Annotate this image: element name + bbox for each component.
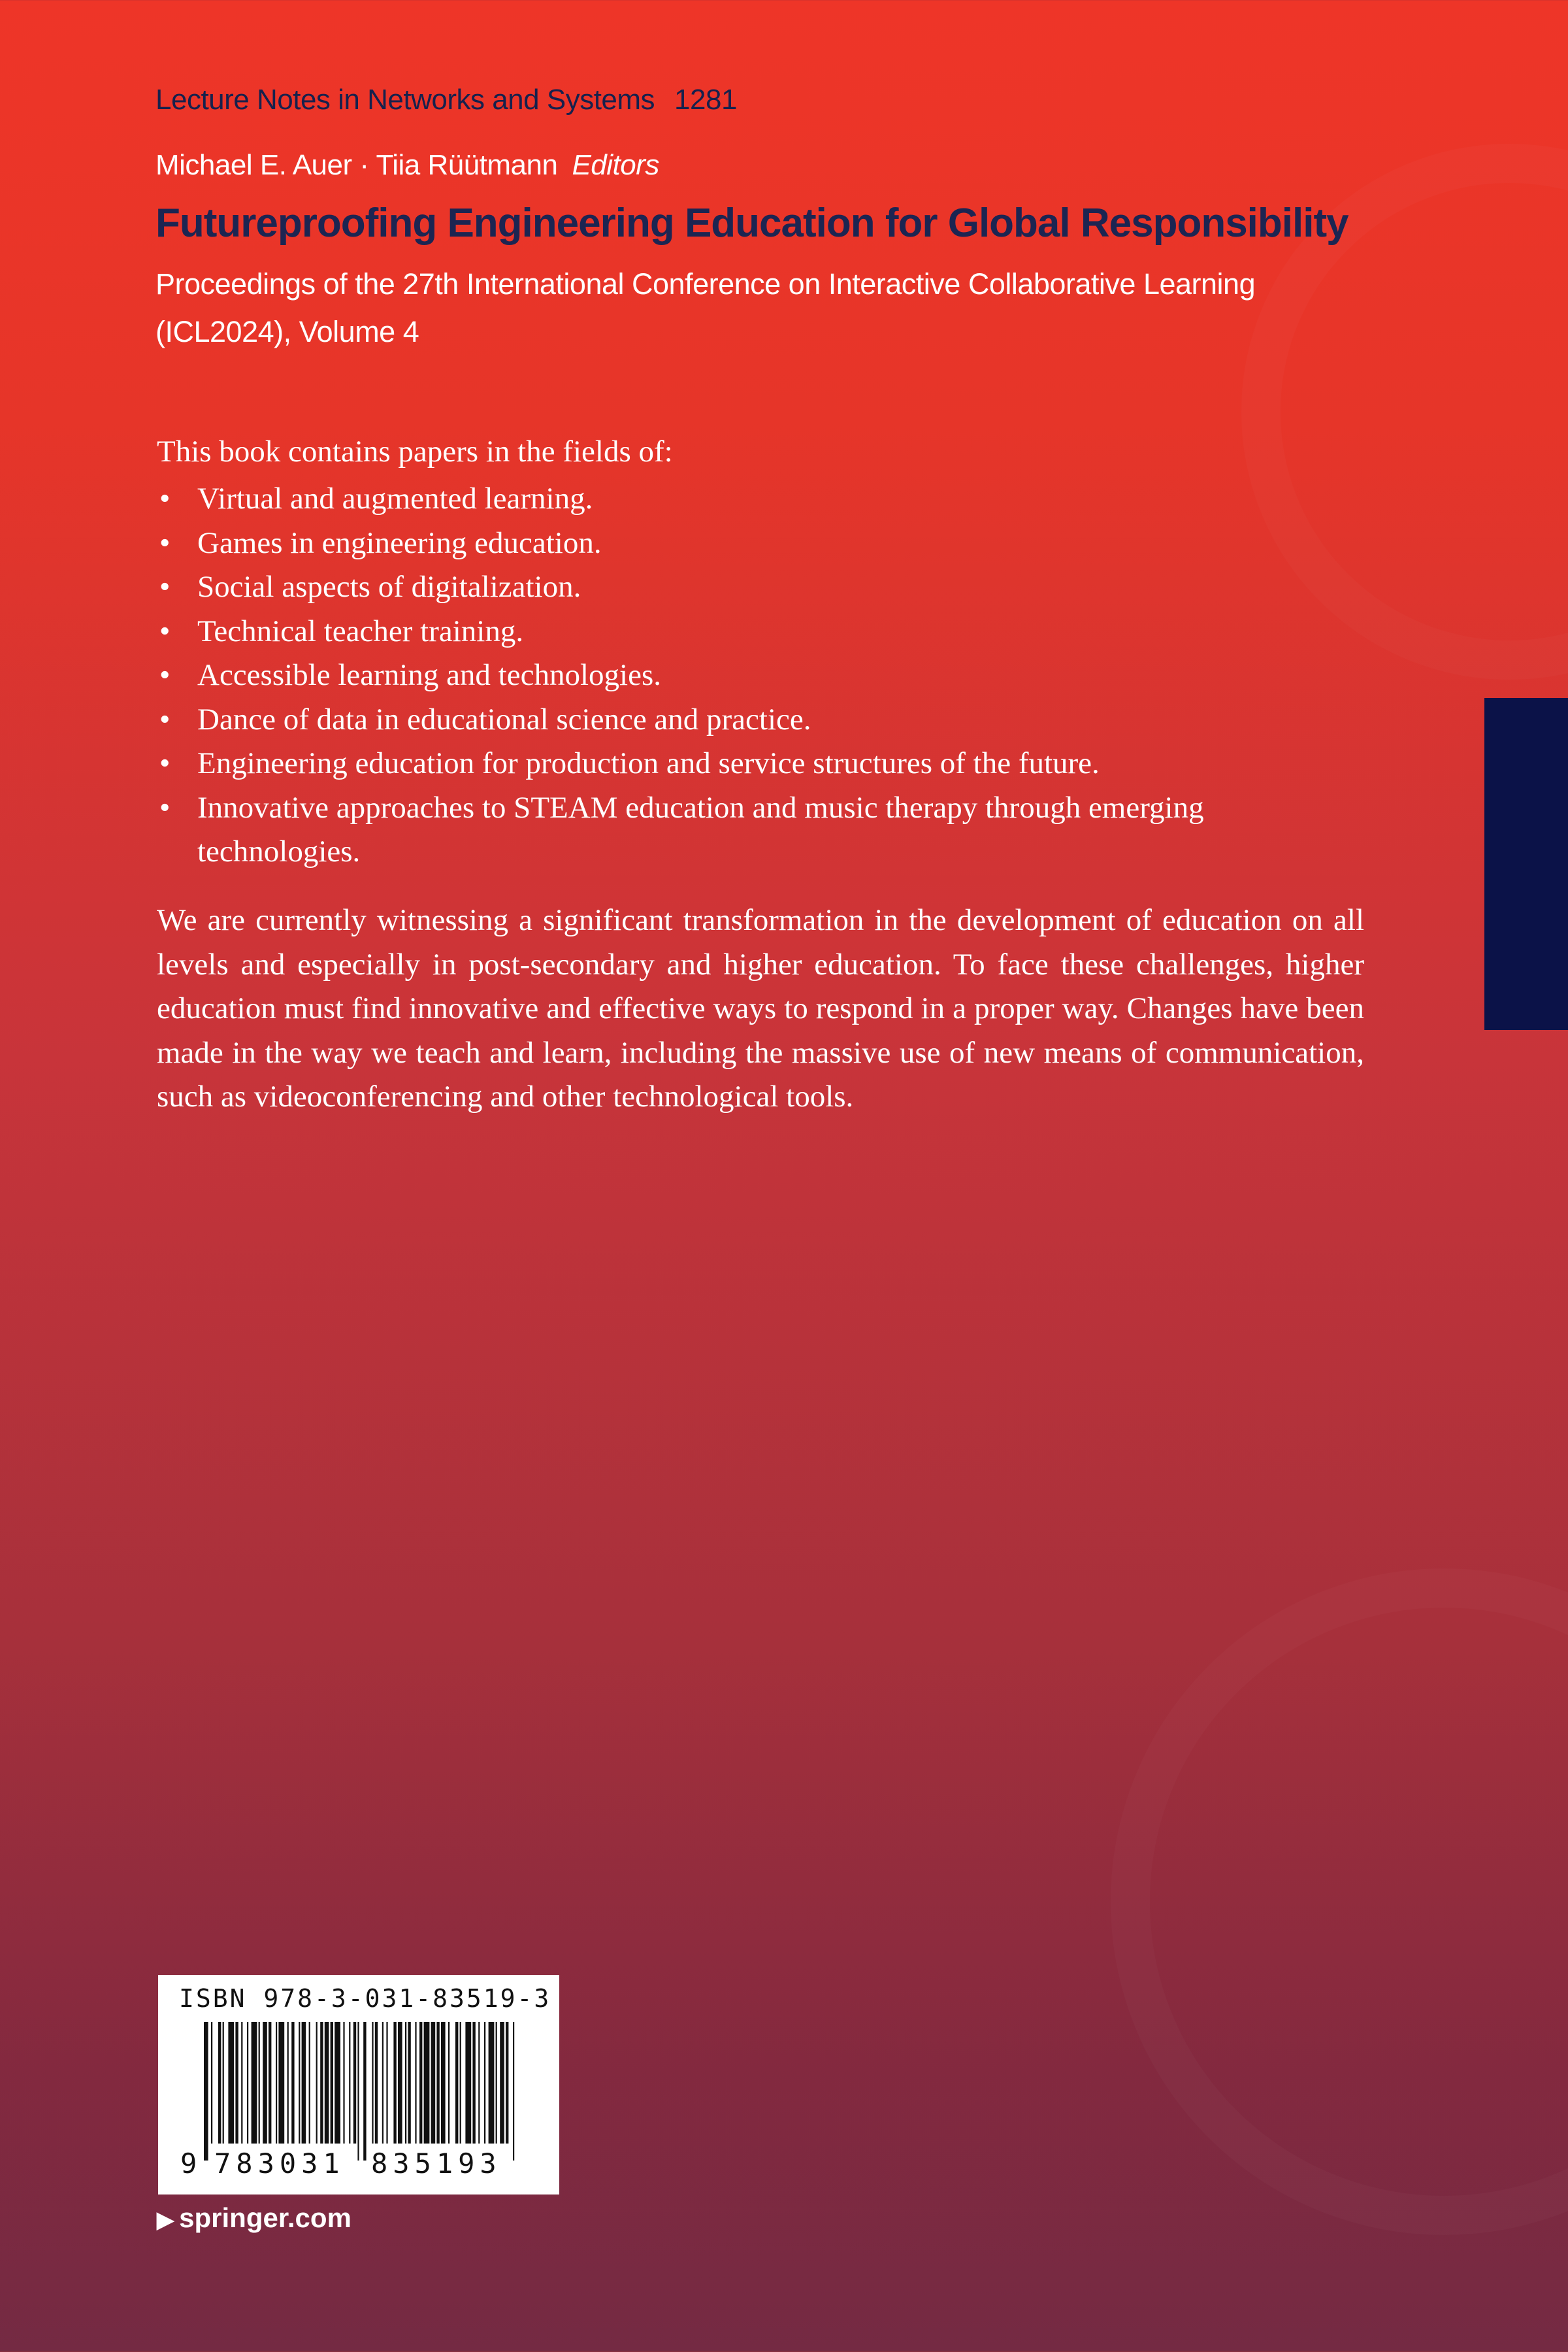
bullet-icon: • bbox=[159, 525, 171, 560]
barcode-bar bbox=[276, 2022, 277, 2144]
barcode-image bbox=[204, 2022, 517, 2161]
bullet-icon: • bbox=[159, 746, 171, 780]
editors-line bbox=[155, 149, 659, 182]
barcode-bar bbox=[259, 2022, 260, 2144]
bullet-icon: • bbox=[159, 658, 171, 692]
barcode-bar bbox=[513, 2022, 514, 2161]
barcode-digits-left: 783031 bbox=[214, 2147, 345, 2179]
publisher-url: springer.com bbox=[179, 2202, 351, 2233]
editor-names: Michael E. Auer · Tiia Rüütmann bbox=[155, 149, 558, 181]
list-item: • Engineering education for production and service structures of the future. bbox=[157, 742, 1386, 786]
barcode-bar bbox=[218, 2022, 221, 2144]
barcode-bar bbox=[489, 2022, 495, 2144]
list-item: • Virtual and augmented learning. bbox=[157, 477, 1386, 522]
bullet-icon: • bbox=[159, 702, 171, 737]
barcode-bar bbox=[299, 2022, 300, 2144]
barcode-bar bbox=[252, 2022, 257, 2144]
barcode-bar bbox=[235, 2022, 238, 2144]
barcode-bar bbox=[484, 2022, 485, 2144]
barcode-bar bbox=[320, 2022, 323, 2144]
barcode-bar bbox=[398, 2022, 402, 2144]
barcode-bar bbox=[363, 2022, 366, 2161]
barcode-bar bbox=[408, 2022, 410, 2144]
barcode-bar bbox=[228, 2022, 234, 2144]
barcode-bar bbox=[353, 2022, 356, 2144]
book-title: Futureproofing Engineering Education for Global Responsibility bbox=[155, 201, 1348, 246]
barcode-bar bbox=[309, 2022, 310, 2144]
barcode-bar bbox=[455, 2022, 458, 2144]
barcode-bar bbox=[500, 2022, 504, 2144]
list-item: • Social aspects of digitalization. bbox=[157, 565, 1386, 610]
barcode-bar bbox=[496, 2022, 497, 2144]
barcode-bar bbox=[472, 2022, 475, 2144]
barcode-bar bbox=[448, 2022, 449, 2144]
series-name: Lecture Notes in Networks and Systems bbox=[155, 84, 655, 116]
barcode-bar bbox=[204, 2022, 208, 2161]
barcode-bar bbox=[247, 2022, 248, 2144]
barcode-bar bbox=[278, 2022, 284, 2144]
barcode-bar bbox=[335, 2022, 340, 2144]
barcode-bar bbox=[316, 2022, 318, 2144]
series-number: 1281 bbox=[674, 84, 737, 116]
barcode-bar bbox=[382, 2022, 384, 2144]
barcode-bar bbox=[331, 2022, 333, 2144]
list-item: • Accessible learning and technologies. bbox=[157, 654, 1386, 698]
barcode-bar bbox=[349, 2022, 350, 2144]
list-item: • Dance of data in educational science and practice. bbox=[157, 698, 1386, 742]
barcode-bar bbox=[223, 2022, 224, 2144]
barcode-bar bbox=[419, 2022, 422, 2144]
barcode-bar bbox=[325, 2022, 329, 2144]
barcode-bar bbox=[241, 2022, 242, 2144]
list-item: • Games in engineering education. bbox=[157, 522, 1386, 566]
publisher-link[interactable] bbox=[157, 2202, 351, 2234]
book-description: We are currently witnessing a significant transformation in the development of education on all levels and especially in post-secondary and higher education. To face these challenges, higher education must find innovative and effective ways to respond in a proper way. Changes have been made in the way we teach and learn, including the massive use of new means of communication, such as videoconferencing and other technological tools. bbox=[157, 903, 1364, 1114]
list-item: • Technical teacher training. bbox=[157, 610, 1386, 654]
barcode-bar bbox=[506, 2022, 508, 2144]
bullet-icon: • bbox=[159, 790, 171, 825]
barcode-bar bbox=[287, 2022, 289, 2144]
barcode-digit-first: 9 bbox=[180, 2147, 197, 2179]
barcode-bar bbox=[263, 2022, 267, 2144]
barcode-bar bbox=[269, 2022, 271, 2144]
spine-color-tab bbox=[1484, 698, 1568, 1030]
isbn-label: ISBN 978-3-031-83519-3 bbox=[179, 1984, 551, 2013]
barcode-panel bbox=[158, 1975, 559, 2195]
series-line bbox=[155, 84, 737, 116]
list-item: • Innovative approaches to STEAM education and music therapy through emerging technologies. bbox=[157, 786, 1256, 874]
fields-list bbox=[157, 477, 1386, 874]
barcode-bar bbox=[302, 2022, 306, 2144]
triangle-right-icon: ▶ bbox=[157, 2208, 174, 2232]
barcode-bar bbox=[291, 2022, 294, 2144]
barcode-bar bbox=[465, 2022, 471, 2144]
barcode-bar bbox=[424, 2022, 430, 2144]
barcode-bar bbox=[431, 2022, 436, 2144]
bullet-icon: • bbox=[159, 614, 171, 648]
barcode-bar bbox=[211, 2022, 212, 2144]
barcode-bar bbox=[375, 2022, 378, 2144]
barcode-bar bbox=[460, 2022, 461, 2144]
barcode-bar bbox=[436, 2022, 439, 2144]
editors-role: Editors bbox=[572, 149, 659, 181]
barcode-bar bbox=[343, 2022, 344, 2144]
book-subtitle: Proceedings of the 27th International Conference on Interactive Collaborative Learning (ICL2024), Volume 4 bbox=[155, 267, 1256, 348]
barcode-bar bbox=[478, 2022, 480, 2144]
bullet-icon: • bbox=[159, 482, 171, 516]
bullet-icon: • bbox=[159, 570, 171, 604]
barcode-bar bbox=[441, 2022, 446, 2144]
barcode-digits-right: 835193 bbox=[371, 2147, 502, 2179]
barcode-bar bbox=[372, 2022, 373, 2144]
fields-intro: This book contains papers in the fields of: bbox=[157, 435, 673, 469]
barcode-bar bbox=[405, 2022, 406, 2144]
decorative-circle bbox=[1111, 1568, 1568, 2235]
barcode-bar bbox=[357, 2022, 359, 2161]
barcode-bar bbox=[393, 2022, 396, 2144]
barcode-bar bbox=[415, 2022, 416, 2144]
barcode-bar bbox=[386, 2022, 387, 2144]
